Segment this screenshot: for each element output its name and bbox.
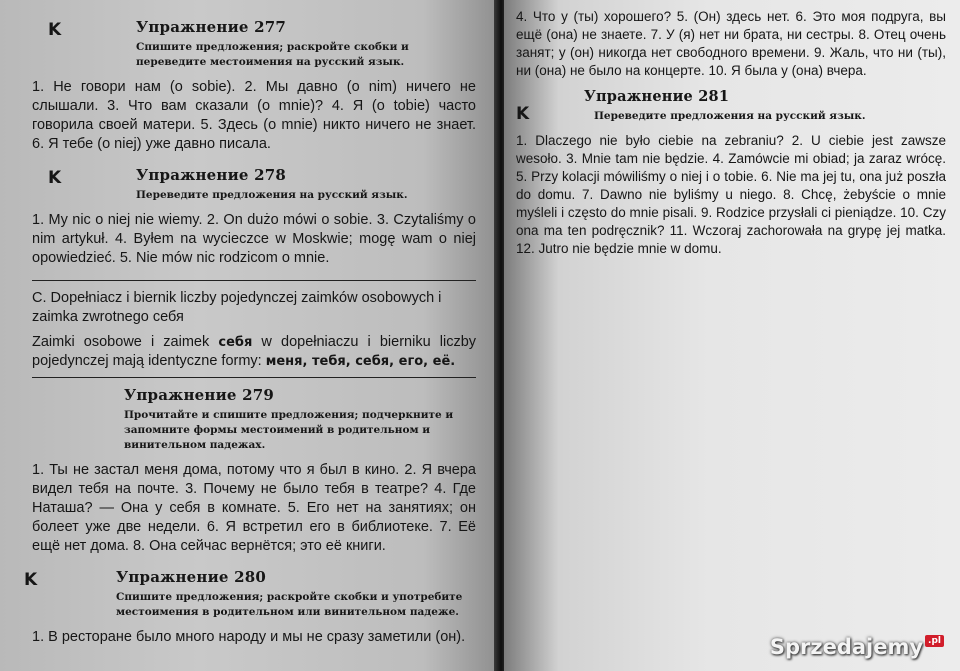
exercise-instruction: Спишите предложения; раскройте скобки и употребите местоимения в родительном или винительном падеже. (116, 591, 463, 618)
right-page (504, 0, 960, 671)
section-heading: C. Dopełniacz i biernik liczby pojedynczej zaimków osobowych i zaimka zwrotnego себя (32, 290, 442, 325)
exercise-instruction: Переведите предложения на русский язык. (136, 189, 408, 201)
exercise-279 (32, 386, 476, 556)
exercise-body: 1. Ты не застал меня дома, потому что я был в кино. 2. Я вчера видел тебя на почте. 3. Почему не было тебя в театре? 4. Где Наташа? — Она у себя в комнате. 5. Его нет на занятиях; он болеет уже две недели. 6. Я встретил его в библиотеке. 7. Её ещё нет дома. 8. Она сейчас вернётся; это её книги. (32, 462, 476, 554)
exercise-instruction: Переведите предложения на русский язык. (594, 110, 866, 122)
exercise-281-header (516, 88, 946, 124)
exercise-278 (32, 166, 476, 268)
section-divider (32, 280, 476, 281)
section-text-bold: меня, тебя, себя, его, её. (265, 354, 456, 369)
exercise-277-header (32, 18, 476, 70)
k-marker: K (48, 168, 62, 188)
exercise-title: Упражнение 279 (124, 386, 275, 404)
exercise-278-header (32, 166, 476, 203)
exercise-body: 1. My nic o niej nie wiemy. 2. On dużo mówi o sobie. 3. Czytaliśmy o nim artykuł. 4. Byłem na wycieczce w Moskwie; mogę wam o niej opowiedzieć. 5. Nie mów nic rodzicom o mnie. (32, 212, 476, 266)
exercise-title: Упражнение 280 (116, 568, 267, 586)
section-divider (32, 377, 476, 378)
exercise-title: Упражнение 277 (136, 18, 287, 36)
section-text-part: Zaimki osobowe i zaimek (32, 334, 219, 350)
exercise-280-header (24, 568, 476, 620)
watermark-brand: Sprzedajemy (769, 635, 924, 659)
exercise-instruction: Спишите предложения; раскройте скобки и переведите местоимения на русский язык. (136, 41, 409, 68)
section-text (32, 333, 476, 371)
exercise-title: Упражнение 278 (136, 166, 287, 184)
section-text-part: w dopełniaczu i bierniku liczby pojedynczej mają identyczne formy: (32, 334, 477, 369)
watermark-logo (770, 635, 944, 659)
exercise-277 (32, 18, 476, 154)
exercise-body: 1. Dlaczego nie było ciebie na zebraniu? 2. U ciebie jest zawsze wesoło. 3. Mnie tam nie będzie. 4. Zamówcie mi obiad; ja zaraz wrócę. 5. Przy kolacji mówiliśmy o niej i o tobie. 6. Nie ma jej tu, ona już poszła do domu. 7. Dawno nie byliśmy u niego. 8. Chcę, żebyście o mnie myśleli i często do mnie pisali. 9. Rodzice przysłali ci pieniądze. 10. Czy ona ma ten podręcznik? 11. Wczoraj zachorowała na grypę jej matka. 12. Jutro nie będzie mnie w domu. (516, 133, 946, 256)
k-marker: K (48, 20, 62, 40)
exercise-279-header (32, 386, 476, 453)
exercise-title: Упражнение 281 (584, 88, 730, 105)
k-marker: K (24, 570, 38, 590)
exercise-280-continuation: 4. Что у (ты) хорошего? 5. (Он) здесь нет. 6. Это моя подруга, вы ещё (она) не знаете. 7. У (я) нет ни брата, ни сестры. 8. Отец очень занят; у (он) никогда нет свободного времени. 9. Жаль, что ни (ты), ни (она) не было на концерте. 10. Я была у (она) вчера. (516, 9, 946, 78)
exercise-body: 1. В ресторане было много народу и мы не сразу заметили (он). (32, 629, 466, 645)
k-marker: K (516, 104, 530, 124)
watermark-tld: .pl (925, 635, 944, 647)
exercise-instruction: Прочитайте и спишите предложения; подчеркните и запомните формы местоимений в родительном и винительном падежах. (124, 409, 454, 451)
exercise-280 (24, 568, 476, 647)
grammar-section-c (32, 289, 476, 371)
section-text-bold: себя (218, 335, 253, 350)
exercise-281 (516, 88, 946, 258)
exercise-body: 1. Не говори нам (o sobie). 2. Мы давно (o nim) ничего не слышали. 3. Что вам сказали (o mnie)? 4. Я (o tobie) часто говорила своей матери. 5. Здесь (o mnie) никто ничего не знает. 6. Я тебе (o niej) уже давно писала. (32, 79, 476, 152)
